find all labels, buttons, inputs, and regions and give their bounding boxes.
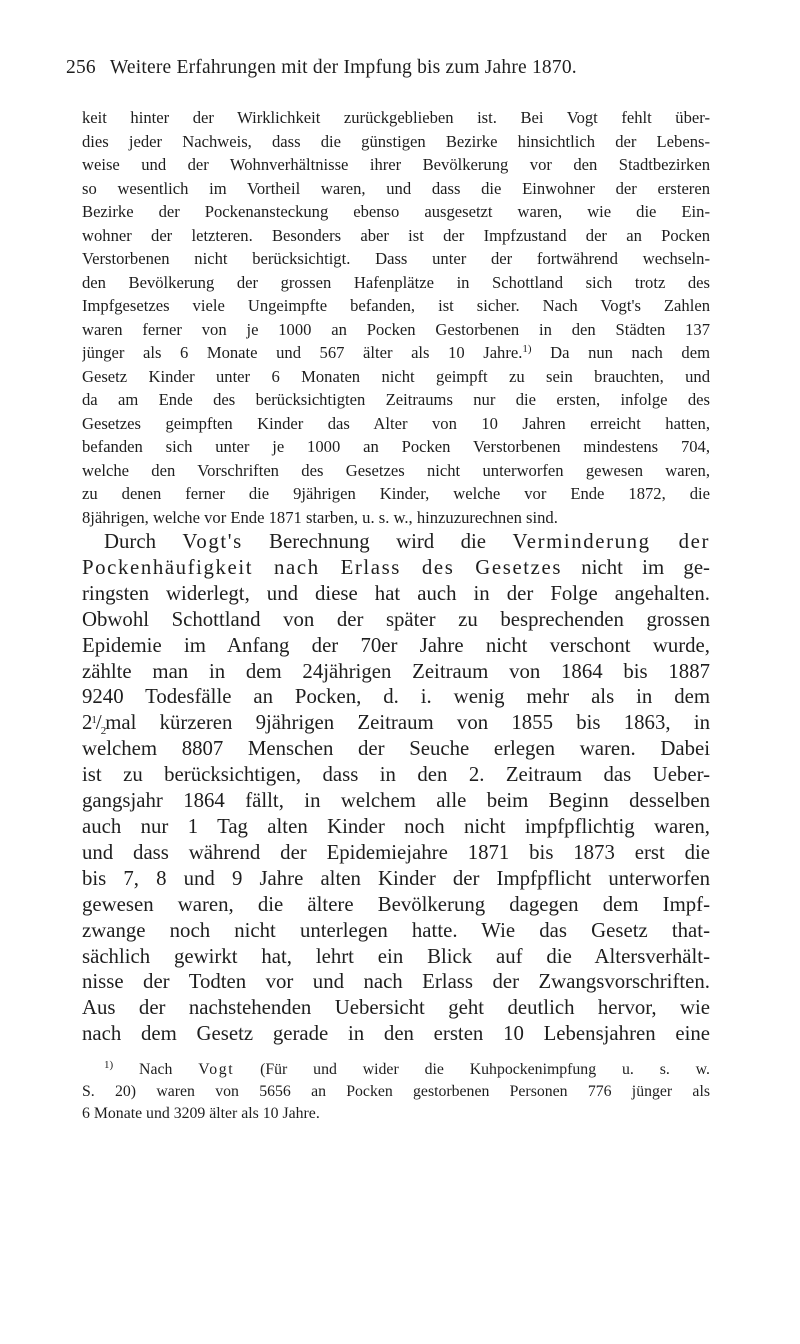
- footnote-line: 6 Monate und 3209 älter als 10 Jahre.: [82, 1105, 320, 1123]
- text-line: Epidemie im Anfang der 70er Jahre nicht verschont wurde,: [82, 633, 710, 657]
- footnote: [82, 1059, 710, 1125]
- text-line: sächlich gewirkt hat, lehrt ein Blick auf die Altersverhält-: [82, 944, 710, 968]
- text-line-with-footnote: [82, 341, 710, 365]
- fraction-denominator: 2: [100, 725, 106, 737]
- page-number: 256: [66, 57, 96, 78]
- text-line: bis 7, 8 und 9 Jahre alten Kinder der Impfpflicht unterworfen: [82, 866, 710, 890]
- text-line: 9240 Todesfälle an Pocken, d. i. wenig mehr als in dem: [82, 685, 710, 709]
- text-line: so wesentlich im Vortheil waren, und dass die Einwohner der ersteren: [82, 178, 710, 198]
- text-line: Bezirke der Pockenansteckung ebenso ausgesetzt waren, wie die Ein-: [82, 202, 710, 221]
- text-line: Gesetz Kinder unter 6 Monaten nicht geimpft zu sein brauchten, und: [82, 366, 710, 386]
- fraction-numerator: 1: [91, 714, 96, 727]
- text-line: dies jeder Nachweis, dass die günstigen Bezirke hinsichtlich der Lebens-: [82, 131, 710, 151]
- emphasized-text: Verminderung der: [512, 530, 710, 553]
- text-line: Aus der nachstehenden Uebersicht geht deutlich hervor, wie: [82, 996, 710, 1020]
- text-line: welche den Vorschriften des Gesetzes nicht unterworfen gewesen waren,: [82, 460, 710, 480]
- text-line: keit hinter der Wirklichkeit zurückgeblieben ist. Bei Vogt fehlt über-: [82, 108, 710, 127]
- text-line: nach dem Gesetz gerade in den ersten 10 Lebensjahren eine: [82, 1022, 710, 1046]
- fraction: $2^1/_2$: [82, 711, 106, 737]
- footnote-line: [82, 1059, 710, 1081]
- text-fragment: Durch: [104, 530, 183, 553]
- fraction-whole: 2: [82, 711, 92, 735]
- paragraph-2: [82, 529, 710, 1047]
- text-line: gewesen waren, die ältere Bevölkerung dagegen dem Impf-: [82, 892, 710, 916]
- text-line: waren ferner von je 1000 an Pocken Gestorbenen in den Städten 137: [82, 319, 710, 339]
- text-fragment: (Für und wider die Kuhpockenimpfung u. s. w.: [234, 1061, 710, 1079]
- text-line: da am Ende des berücksichtigten Zeitraums nur die ersten, infolge des: [82, 390, 710, 409]
- emphasized-text: Pockenhäufigkeit nach Erlass des Gesetzes: [82, 555, 563, 579]
- text-line: zu denen ferner die 9jährigen Kinder, welche vor Ende 1872, die: [82, 484, 710, 503]
- emphasized-name: Vogt's: [182, 530, 243, 553]
- running-head: [66, 56, 710, 80]
- text-line: 8jährigen, welche vor Ende 1871 starben, u. s. w., hinzuzurechnen sind.: [82, 507, 558, 527]
- text-line-with-fraction: [82, 710, 710, 736]
- text-fragment: nicht im ge-: [562, 555, 710, 579]
- text-line: Obwohl Schottland von der später zu besprechenden grossen: [82, 607, 710, 631]
- paragraph-1: [82, 106, 710, 529]
- footnote-mark: 1): [104, 1059, 114, 1072]
- text-fragment: Nach: [113, 1061, 199, 1079]
- running-title: Weitere Erfahrungen mit der Impfung bis zum Jahre 1870.: [109, 57, 577, 78]
- text-line: wohner der letzteren. Besonders aber ist der Impfzustand der an Pocken: [82, 225, 710, 245]
- text-line: ist zu berücksichtigen, dass in den 2. Zeitraum das Ueber-: [82, 763, 710, 787]
- text-line: befanden sich unter je 1000 an Pocken Verstorbenen mindestens 704,: [82, 437, 710, 456]
- text-fragment: Da nun nach dem: [531, 343, 710, 362]
- footnote-reference[interactable]: 1): [522, 343, 532, 355]
- text-line: Verstorbenen nicht berücksichtigt. Dass unter der fortwährend wechseln-: [82, 249, 710, 268]
- text-line: ringsten widerlegt, und diese hat auch in der Folge angehalten.: [82, 581, 710, 605]
- text-line: Gesetzes geimpften Kinder das Alter von 10 Jahren erreicht hatten,: [82, 413, 710, 433]
- text-fragment: mal kürzeren 9jährigen Zeitraum von 1855 bis 1863, in: [105, 711, 710, 735]
- text-fragment: jünger als 6 Monate und 567 älter als 10 Jahre.: [82, 343, 523, 362]
- text-fragment: Berechnung wird die: [242, 530, 513, 553]
- emphasized-name: Vogt: [198, 1061, 235, 1079]
- text-line: und dass während der Epidemiejahre 1871 bis 1873 erst die: [82, 840, 710, 864]
- text-line: welchem 8807 Menschen der Seuche erlegen waren. Dabei: [82, 737, 710, 761]
- text-line: gangsjahr 1864 fällt, in welchem alle beim Beginn desselben: [82, 789, 710, 813]
- text-line: zählte man in dem 24jährigen Zeitraum von 1864 bis 1887: [82, 659, 710, 683]
- text-line: den Bevölkerung der grossen Hafenplätze in Schottland sich trotz des: [82, 272, 710, 292]
- text-line: nisse der Todten vor und nach Erlass der Zwangsvorschriften.: [82, 970, 710, 994]
- text-line: weise und der Wohnverhältnisse ihrer Bevölkerung vor den Stadtbezirken: [82, 155, 710, 174]
- footnote-line: S. 20) waren von 5656 an Pocken gestorbenen Personen 776 jünger als: [82, 1083, 710, 1101]
- text-line: zwange noch nicht unterlegen hatte. Wie das Gesetz that-: [82, 918, 710, 942]
- text-line: [82, 555, 710, 581]
- text-line: Impfgesetzes viele Ungeimpfte befanden, ist sicher. Nach Vogt's Zahlen: [82, 296, 710, 315]
- text-line: [82, 529, 710, 555]
- text-line: auch nur 1 Tag alten Kinder noch nicht impfpflichtig waren,: [82, 814, 710, 838]
- book-page: [66, 56, 710, 1125]
